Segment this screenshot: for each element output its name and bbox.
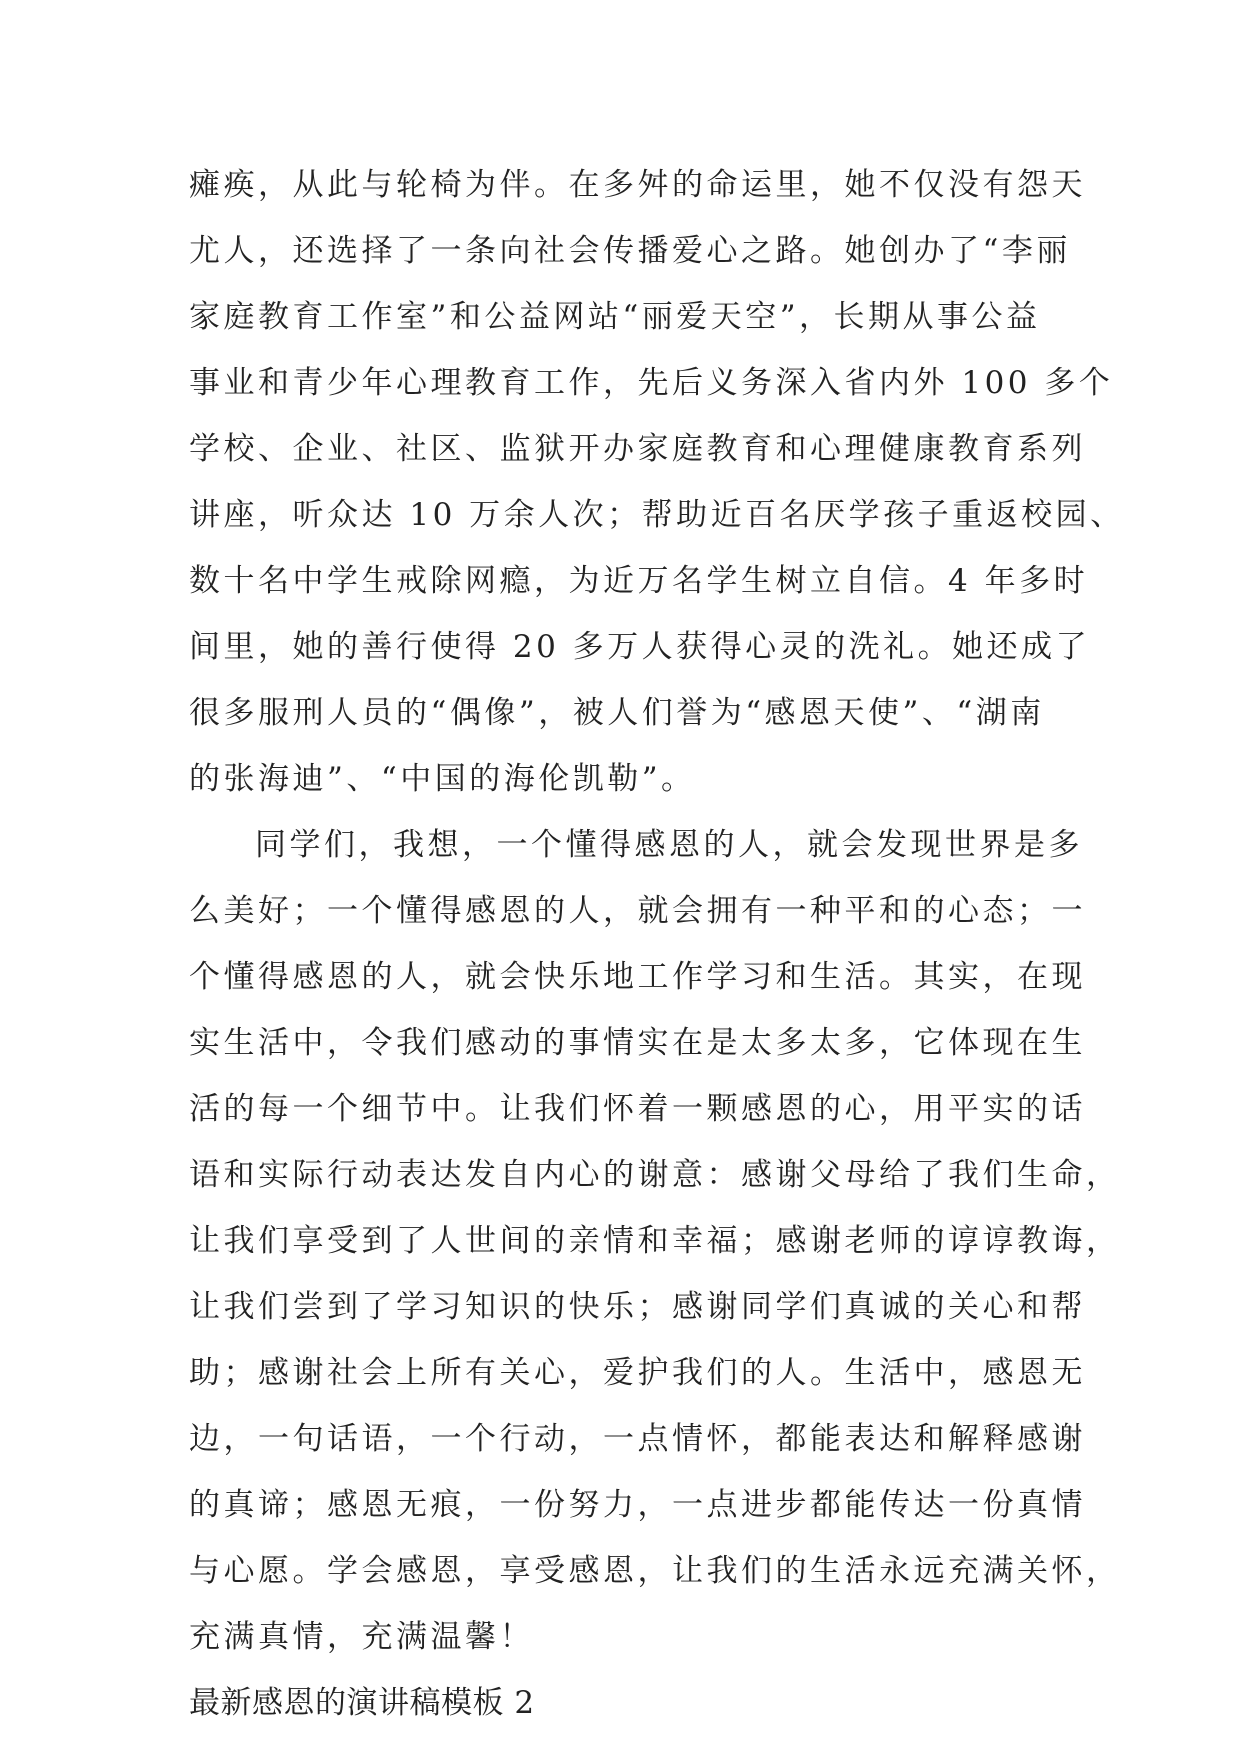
text-line: 么美好；一个懂得感恩的人，就会拥有一种平和的心态；一 xyxy=(189,893,1086,929)
text-line: 讲座，听众达 10 万余人次；帮助近百名厌学孩子重返校园、 xyxy=(189,497,1125,533)
text-line: 事业和青少年心理教育工作，先后义务深入省内外 100 多个 xyxy=(189,365,1114,401)
text-line: 让我们享受到了人世间的亲情和幸福；感谢老师的谆谆教诲， xyxy=(189,1223,1121,1259)
text-line: 活的每一个细节中。让我们怀着一颗感恩的心，用平实的话 xyxy=(189,1091,1086,1127)
text-line: 与心愿。学会感恩，享受感恩，让我们的生活永远充满关怀， xyxy=(189,1553,1121,1589)
document-body xyxy=(189,152,1125,1736)
paragraph-2 xyxy=(189,812,1121,1670)
text-line: 语和实际行动表达发自内心的谢意：感谢父母给了我们生命， xyxy=(189,1157,1121,1193)
text-line: 尤人，还选择了一条向社会传播爱心之路。她创办了“李丽 xyxy=(189,233,1071,269)
text-line: 边，一句话语，一个行动，一点情怀，都能表达和解释感谢 xyxy=(189,1421,1086,1457)
text-line: 个懂得感恩的人，就会快乐地工作学习和生活。其实，在现 xyxy=(189,959,1086,995)
text-line: 学校、企业、社区、监狱开办家庭教育和心理健康教育系列 xyxy=(189,431,1086,467)
text-line: 家庭教育工作室”和公益网站“丽爱天空”，长期从事公益 xyxy=(189,299,1041,335)
text-line: 的张海迪”、“中国的海伦凯勒”。 xyxy=(189,761,696,797)
text-line: 同学们，我想，一个懂得感恩的人，就会发现世界是多 xyxy=(255,827,1083,863)
paragraph-1 xyxy=(189,152,1125,812)
section-heading: 最新感恩的演讲稿模板 2 xyxy=(189,1685,535,1721)
text-line: 充满真情，充满温馨！ xyxy=(189,1619,534,1655)
text-line: 的真谛；感恩无痕，一份努力，一点进步都能传达一份真情 xyxy=(189,1487,1086,1523)
text-line: 瘫痪，从此与轮椅为伴。在多舛的命运里，她不仅没有怨天 xyxy=(189,167,1086,203)
text-line: 间里，她的善行使得 20 多万人获得心灵的洗礼。她还成了 xyxy=(189,629,1091,665)
text-line: 数十名中学生戒除网瘾，为近万名学生树立自信。4 年多时 xyxy=(189,563,1089,599)
text-line: 很多服刑人员的“偶像”，被人们誉为“感恩天使”、“湖南 xyxy=(189,695,1045,731)
text-line: 让我们尝到了学习知识的快乐；感谢同学们真诚的关心和帮 xyxy=(189,1289,1086,1325)
text-line: 实生活中，令我们感动的事情实在是太多太多，它体现在生 xyxy=(189,1025,1086,1061)
text-line: 助；感谢社会上所有关心，爱护我们的人。生活中，感恩无 xyxy=(189,1355,1086,1391)
